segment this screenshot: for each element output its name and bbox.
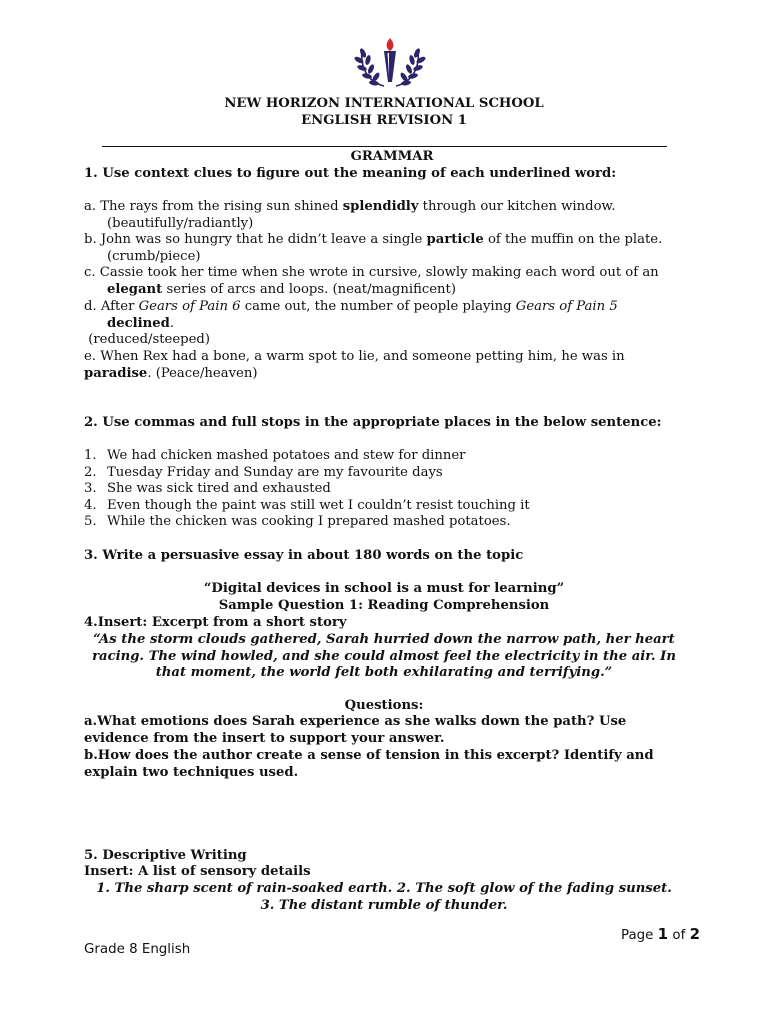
q1-item-d-line1: d. After Gears of Pain 6 came out, the number of people playing Gears of Pain 5: [84, 299, 618, 314]
q1-instruction: 1. Use context clues to figure out the meaning of each underlined word:: [84, 166, 617, 181]
q2-instruction: 2. Use commas and full stops in the appropriate places in the below sentence:: [84, 415, 662, 430]
list-item: 1. We had chicken mashed potatoes and stew for dinner: [84, 448, 466, 463]
q1-item-b: b. John was so hungry that he didn’t leave a single particle of the muffin on the plate.: [84, 232, 663, 247]
target-word: declined: [107, 316, 170, 331]
page-number: Page 1 of 2: [620, 925, 700, 943]
q1-item-d-line2: declined.: [107, 316, 175, 331]
question-b-line2: explain two techniques used.: [84, 765, 299, 780]
q1-item-e-line2: paradise. (Peace/heaven): [84, 366, 258, 381]
target-word: splendidly: [342, 199, 419, 214]
q3-topic: “Digital devices in school is a must for learning”: [203, 581, 565, 596]
question-a-line2: evidence from the insert to support your answer.: [84, 731, 445, 746]
sensory-details-line-2: 3. The distant rumble of thunder.: [260, 898, 508, 913]
q5-insert-label: Insert: A list of sensory details: [84, 864, 311, 879]
q4-label: 4.Insert: Excerpt from a short story: [84, 615, 347, 630]
reading-heading: Sample Question 1: Reading Comprehension: [218, 598, 550, 613]
questions-heading: Questions:: [344, 698, 424, 713]
q1-item-c-line1: c. Cassie took her time when she wrote in cursive, slowly making each word out of an: [84, 265, 659, 280]
list-item: 2. Tuesday Friday and Sunday are my favourite days: [84, 464, 443, 480]
list-item: 4. Even though the paint was still wet I couldn’t resist touching it: [84, 497, 530, 513]
target-word: paradise: [84, 366, 148, 381]
excerpt-line-3: that moment, the world felt both exhilarating and terrifying.”: [155, 665, 613, 680]
header-divider: [102, 146, 667, 147]
question-a-line1: a.What emotions does Sarah experience as she walks down the path? Use: [84, 714, 627, 729]
school-crest-icon: [354, 36, 426, 92]
target-word: particle: [426, 232, 484, 247]
list-item: 3. She was sick tired and exhausted: [84, 481, 331, 497]
q1-item-a: a. The rays from the rising sun shined splendidly through our kitchen window.: [84, 199, 616, 214]
q1-item-c-line2: elegant series of arcs and loops. (neat/magnificent): [107, 282, 456, 297]
document-title: ENGLISH REVISION 1: [301, 113, 467, 128]
list-item: 5. While the chicken was cooking I prepared mashed potatoes.: [84, 514, 511, 530]
q2-sentence-list: [84, 448, 530, 531]
q3-instruction: 3. Write a persuasive essay in about 180 words on the topic: [84, 548, 524, 563]
school-name: NEW HORIZON INTERNATIONAL SCHOOL: [224, 96, 544, 111]
question-b-line1: b.How does the author create a sense of tension in this excerpt? Identify and: [84, 748, 654, 763]
q1-item-a-options: (beautifully/radiantly): [107, 216, 254, 231]
excerpt-line-1: “As the storm clouds gathered, Sarah hurried down the narrow path, her heart: [93, 632, 675, 647]
q1-item-e-line1: e. When Rex had a bone, a warm spot to lie, and someone petting him, he was in: [84, 349, 625, 364]
q1-item-d-options: (reduced/steeped): [84, 332, 210, 347]
q5-heading: 5. Descriptive Writing: [84, 848, 247, 863]
excerpt-line-2: racing. The wind howled, and she could almost feel the electricity in the air. In: [92, 649, 676, 664]
target-word: elegant: [107, 282, 163, 297]
sensory-details-line-1: 1. The sharp scent of rain-soaked earth. 2. The soft glow of the fading sunset.: [96, 881, 672, 896]
grammar-heading: GRAMMAR: [350, 149, 434, 164]
footer-grade-label: Grade 8 English: [84, 942, 191, 957]
q1-item-b-options: (crumb/piece): [107, 249, 201, 264]
